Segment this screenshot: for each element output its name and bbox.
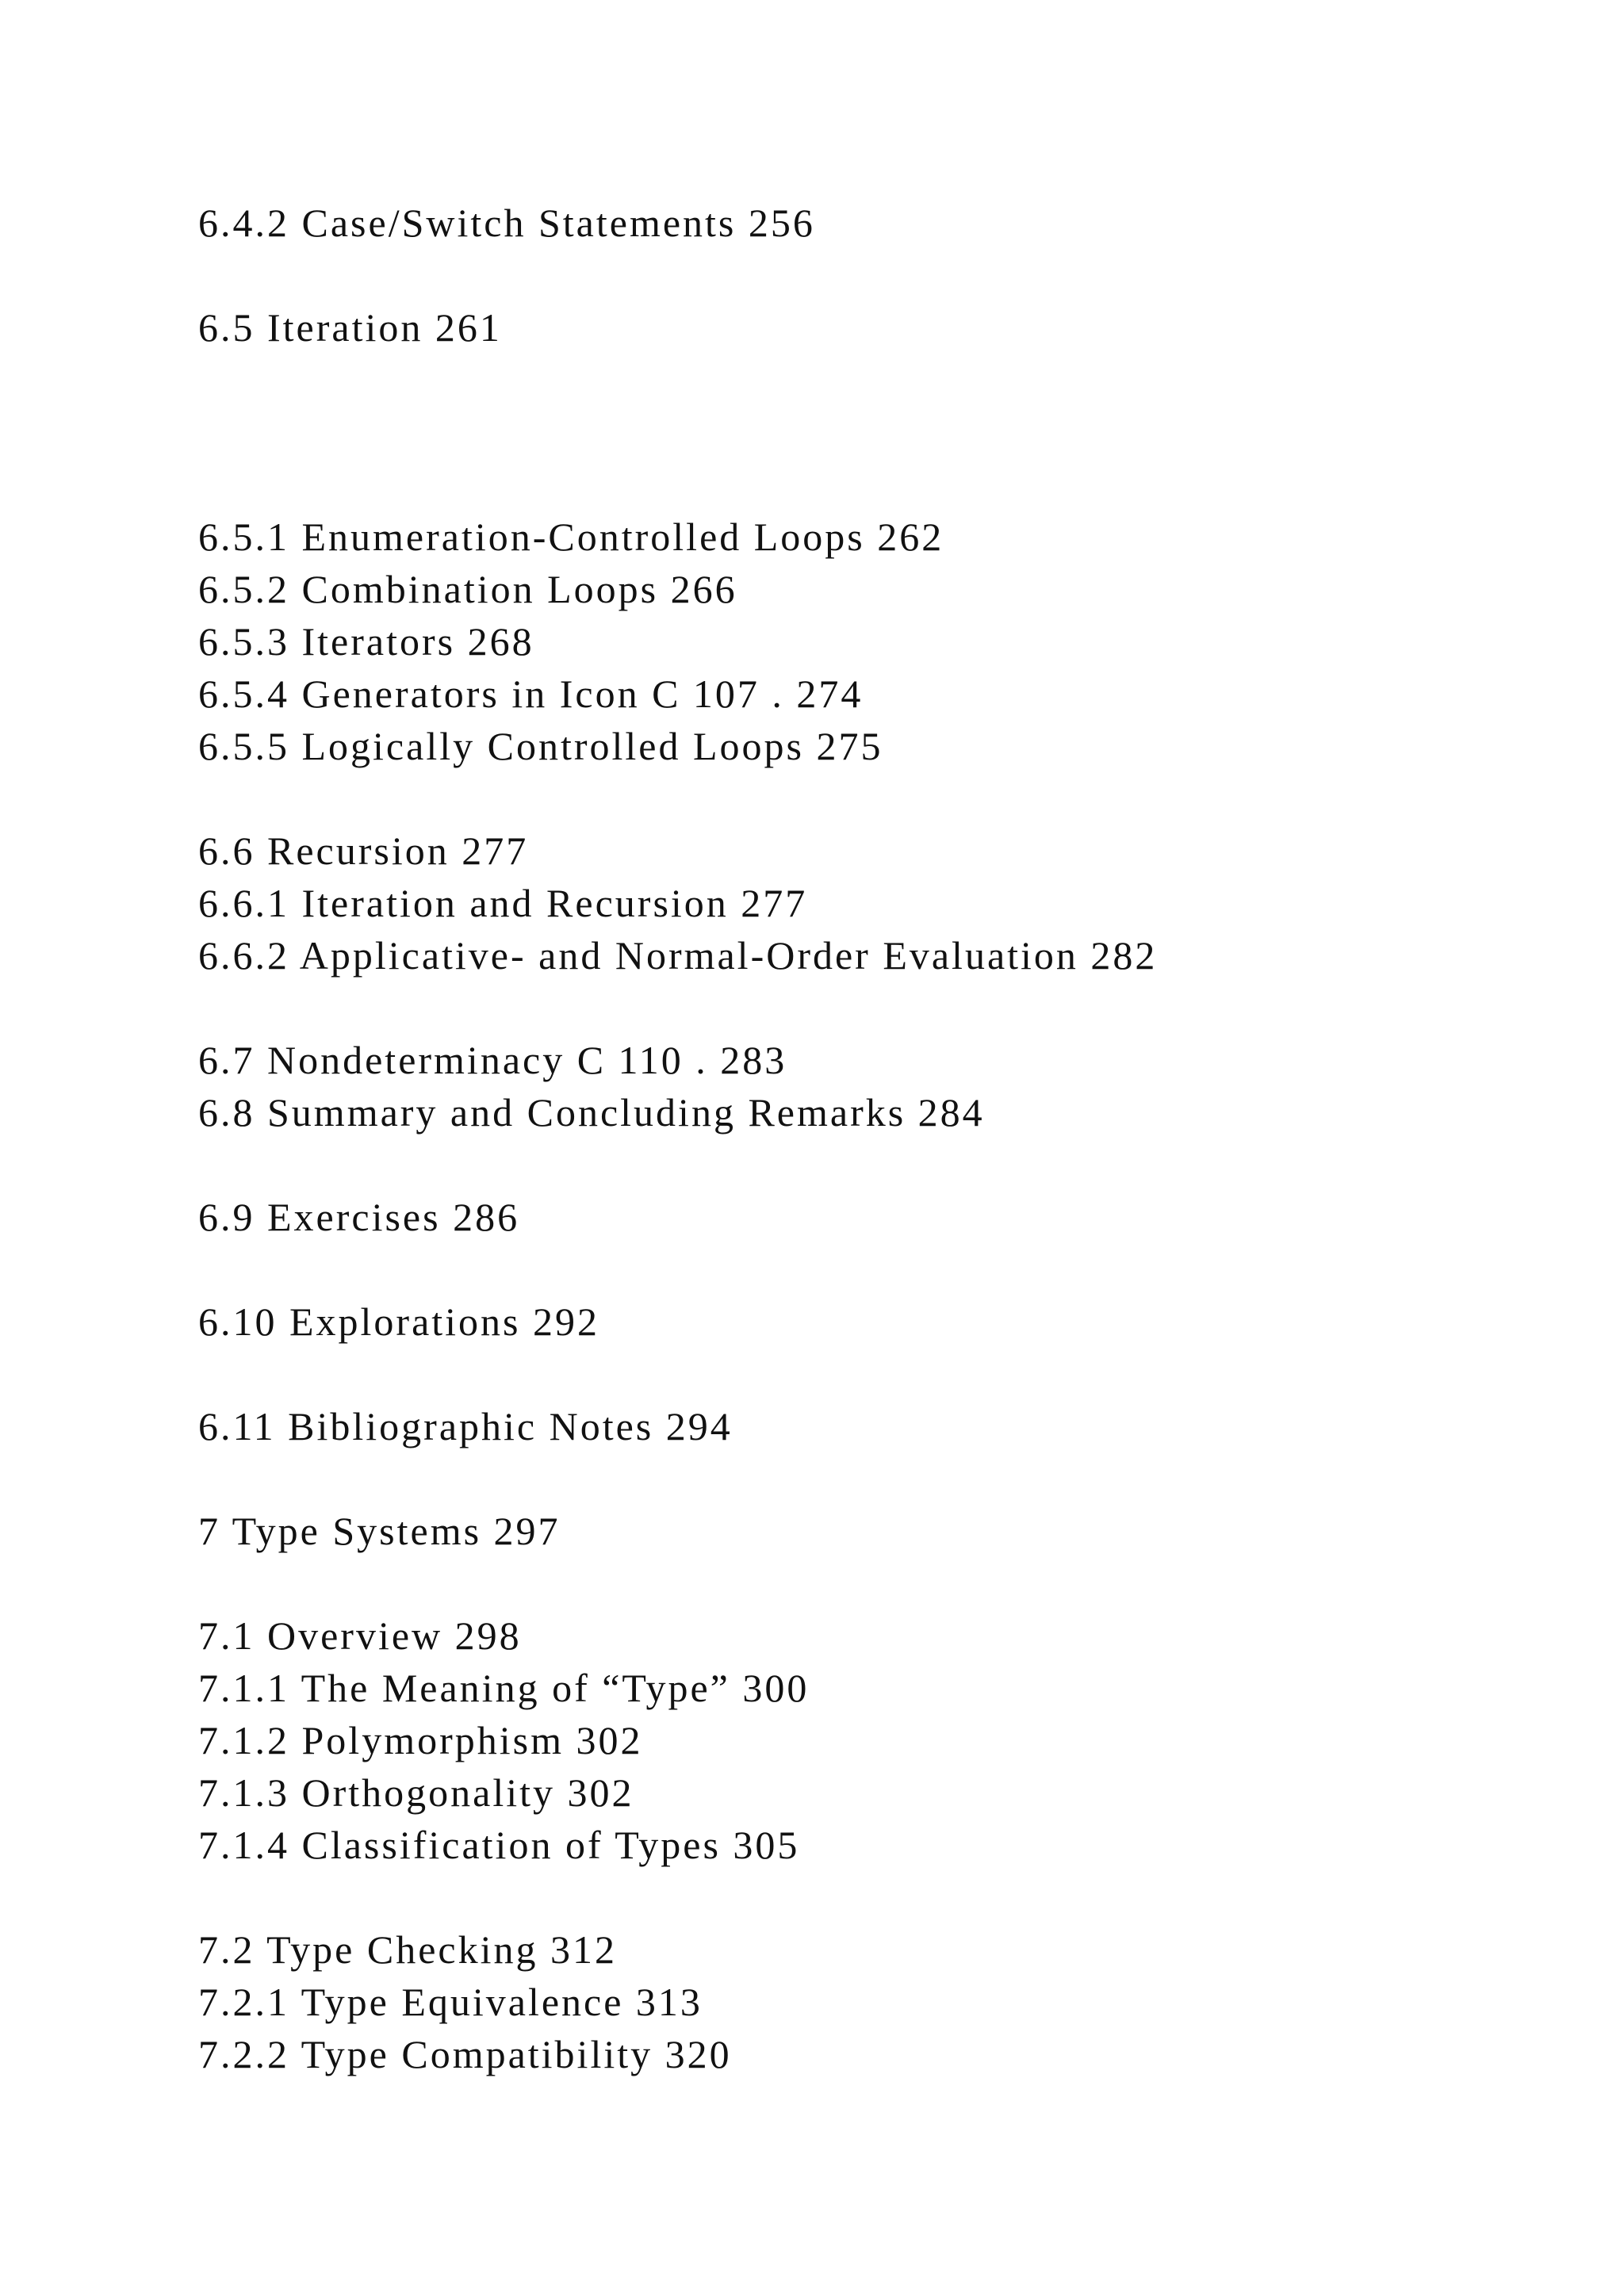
toc-entry-6-6-2: 6.6.2 Applicative- and Normal-Order Evaluation 282 — [198, 933, 1158, 978]
toc-entry-7-2-2: 7.2.2 Type Compatibility 320 — [198, 2032, 732, 2076]
toc-entry-7-2: 7.2 Type Checking 312 — [198, 1927, 617, 1972]
toc-entry-6-11: 6.11 Bibliographic Notes 294 — [198, 1404, 733, 1448]
toc-entry-7-1-4: 7.1.4 Classification of Types 305 — [198, 1823, 800, 1867]
toc-entry-6-5-5: 6.5.5 Logically Controlled Loops 275 — [198, 724, 883, 768]
toc-entry-6-7: 6.7 Nondeterminacy C 110 . 283 — [198, 1038, 787, 1082]
toc-entry-7-1-1: 7.1.1 The Meaning of “Type” 300 — [198, 1666, 810, 1710]
toc-entry-6-5-3: 6.5.3 Iterators 268 — [198, 619, 534, 664]
toc-entry-7-1-3: 7.1.3 Orthogonality 302 — [198, 1770, 634, 1815]
toc-entry-6-6-1: 6.6.1 Iteration and Recursion 277 — [198, 881, 808, 925]
toc-entry-6-10: 6.10 Explorations 292 — [198, 1299, 600, 1344]
toc-entry-7-1-2: 7.1.2 Polymorphism 302 — [198, 1718, 643, 1762]
toc-entry-6-4-2: 6.4.2 Case/Switch Statements 256 — [198, 201, 815, 245]
toc-entry-7: 7 Type Systems 297 — [198, 1509, 561, 1553]
toc-entry-6-5: 6.5 Iteration 261 — [198, 305, 502, 350]
toc-entry-6-5-1: 6.5.1 Enumeration-Controlled Loops 262 — [198, 515, 944, 559]
toc-entry-7-1: 7.1 Overview 298 — [198, 1613, 522, 1658]
toc-entry-6-9: 6.9 Exercises 286 — [198, 1195, 520, 1239]
toc-entry-6-5-4: 6.5.4 Generators in Icon C 107 . 274 — [198, 672, 864, 716]
toc-entry-6-5-2: 6.5.2 Combination Loops 266 — [198, 567, 737, 611]
toc-entry-6-6: 6.6 Recursion 277 — [198, 828, 529, 873]
toc-entry-7-2-1: 7.2.1 Type Equivalence 313 — [198, 1980, 703, 2024]
toc-entry-6-8: 6.8 Summary and Concluding Remarks 284 — [198, 1090, 985, 1135]
